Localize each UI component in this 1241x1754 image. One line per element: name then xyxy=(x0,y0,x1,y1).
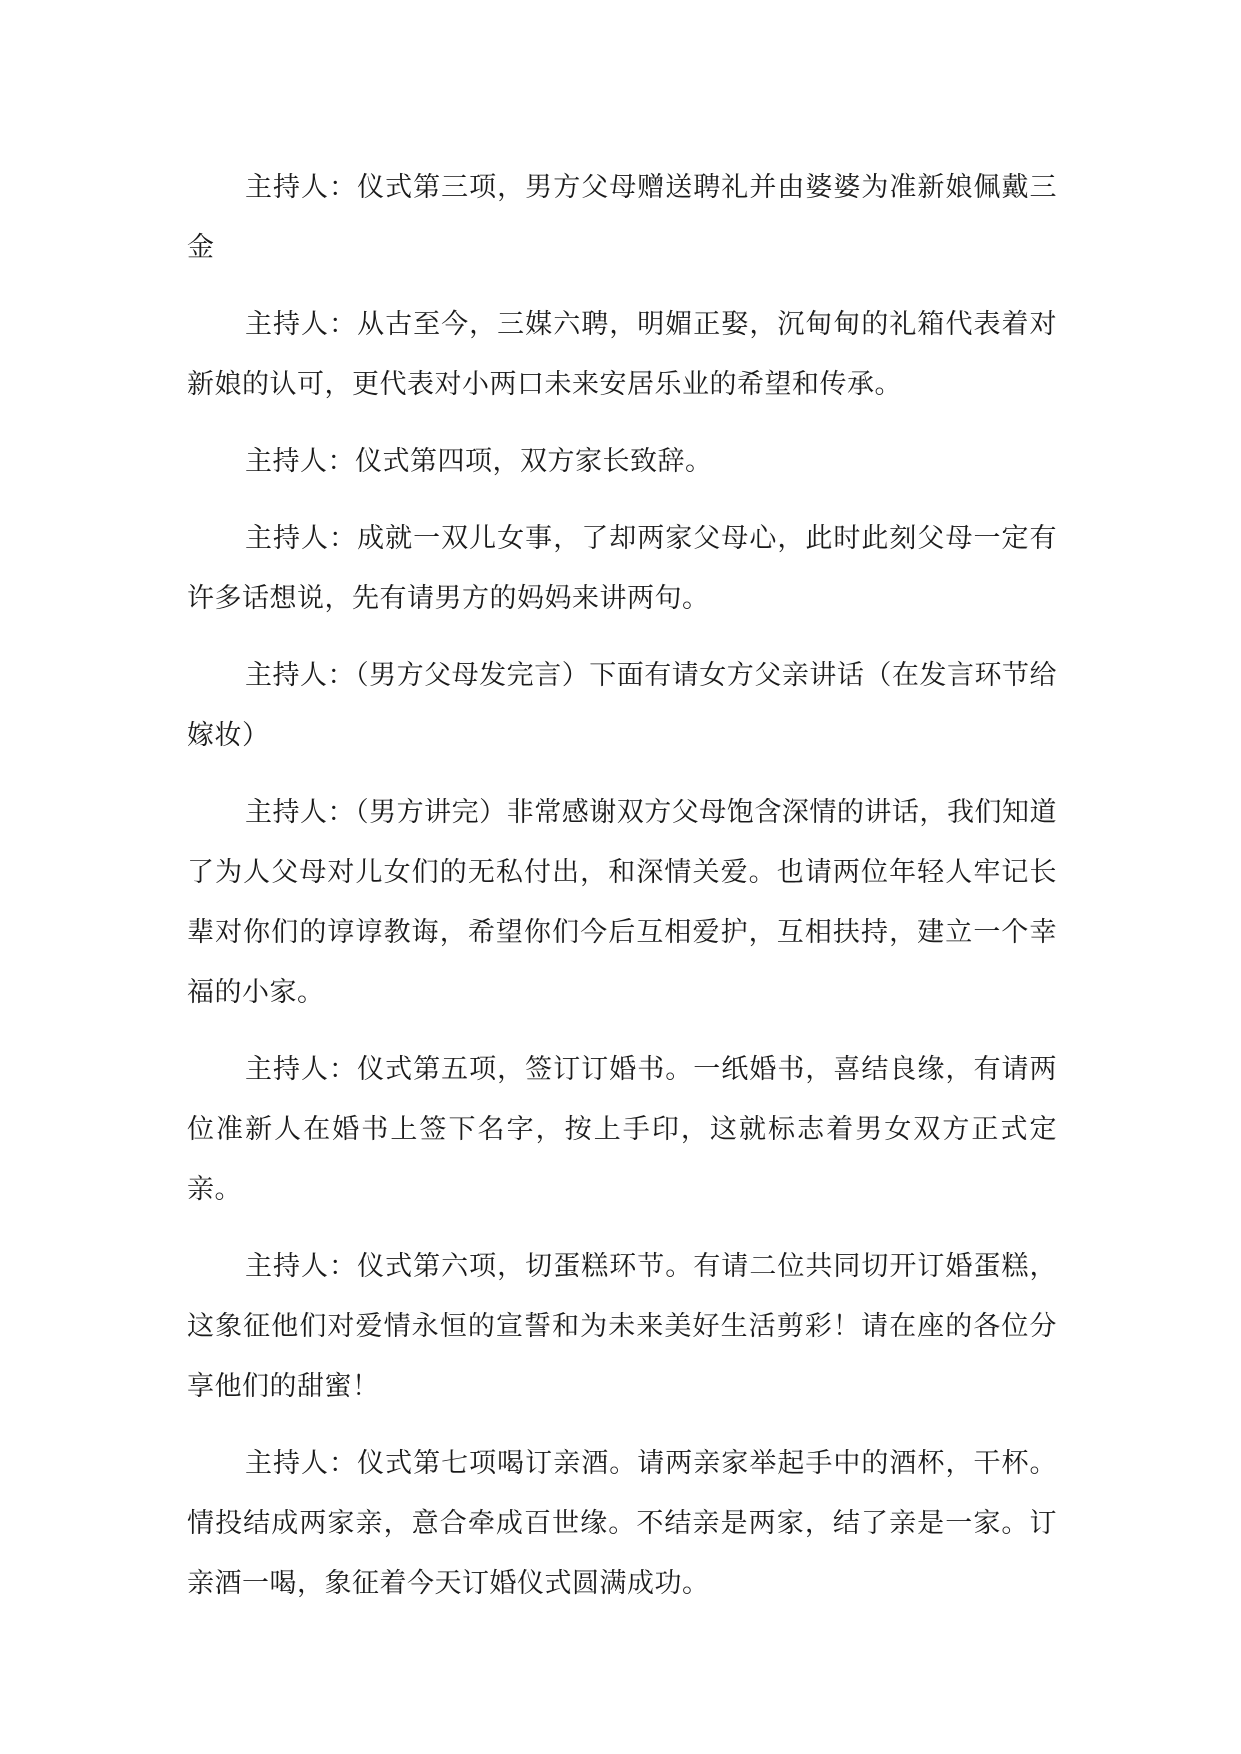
paragraph-betrothal-gifts: 主持人：从古至今，三媒六聘，明媚正娶，沉甸甸的礼箱代表着对新娘的认可，更代表对小两口未来安居乐业的希望和传承。 xyxy=(187,309,1057,400)
paragraph-ceremony-item-4: 主持人：仪式第四项，双方家长致辞。 xyxy=(245,446,713,477)
paragraph-ceremony-item-3: 主持人：仪式第三项，男方父母赠送聘礼并由婆婆为准新娘佩戴三金 xyxy=(187,172,1057,263)
paragraph-ceremony-item-7: 主持人：仪式第七项喝订亲酒。请两亲家举起手中的酒杯，干杯。情投结成两家亲，意合牵成百世缘。不结亲是两家，结了亲是一家。订亲酒一喝，象征着今天订婚仪式圆满成功。 xyxy=(187,1448,1057,1599)
paragraph-ceremony-item-5: 主持人：仪式第五项，签订订婚书。一纸婚书，喜结良缘，有请两位准新人在婚书上签下名字，按上手印，这就标志着男女双方正式定亲。 xyxy=(187,1054,1057,1205)
paragraph-thanks-parents: 主持人：（男方讲完）非常感谢双方父母饱含深情的讲话，我们知道了为人父母对儿女们的无私付出，和深情关爱。也请两位年轻人牢记长辈对你们的谆谆教诲，希望你们今后互相爱护，互相扶持，建立一个幸福的小家。 xyxy=(187,797,1057,1008)
paragraph-ceremony-item-6: 主持人：仪式第六项，切蛋糕环节。有请二位共同切开订婚蛋糕，这象征他们对爱情永恒的宣誓和为未来美好生活剪彩！请在座的各位分享他们的甜蜜！ xyxy=(187,1251,1057,1402)
paragraph-parents-speech-intro: 主持人：成就一双儿女事，了却两家父母心，此时此刻父母一定有许多话想说，先有请男方的妈妈来讲两句。 xyxy=(187,523,1057,614)
document-body xyxy=(187,158,1057,1631)
paragraph-bride-father-speech: 主持人：（男方父母发完言）下面有请女方父亲讲话（在发言环节给嫁妆） xyxy=(187,660,1057,751)
